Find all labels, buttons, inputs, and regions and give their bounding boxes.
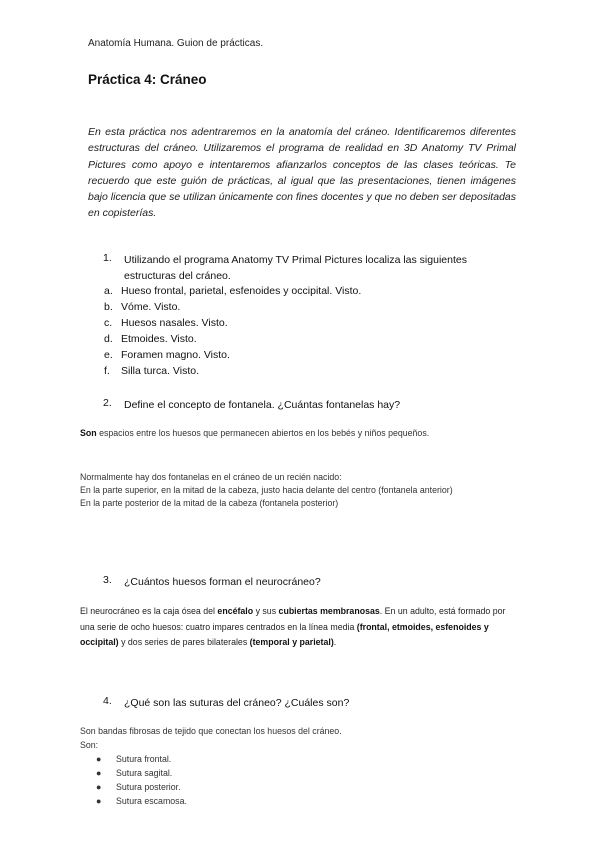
answer-2-intro xyxy=(80,427,429,439)
list-item-text: Sutura posterior. xyxy=(116,782,181,792)
intro-paragraph: En esta práctica nos adentraremos en la anatomía del cráneo. Identificaremos diferentes estructuras del cráneo. Utilizaremos el programa de realidad en 3D Anatomy TV Primal Pictures como apoyo e intentaremos afianzarlos conceptos de las clases teóricas. Te recuerdo que este guión de prácticas, al igual que las presentaciones, tienen imágenes bajo licencia que se utilizan únicamente con fines docentes y que no deben ser depositadas en copisterías. xyxy=(88,126,516,220)
question-4-text: ¿Qué son las suturas del cráneo? ¿Cuáles son? xyxy=(124,697,350,709)
answer-3-text: y sus xyxy=(253,606,279,616)
answer-2-line: Normalmente hay dos fontanelas en el cráneo de un recién nacido: xyxy=(80,472,342,482)
list-item-text: Sutura sagital. xyxy=(116,768,173,778)
answer-4-line: Son: xyxy=(80,740,99,750)
answer-3-text: . xyxy=(333,637,337,647)
question-2 xyxy=(103,397,503,413)
list-item-letter: c. xyxy=(104,317,113,329)
list-item-letter: b. xyxy=(104,301,113,313)
question-3 xyxy=(103,574,503,590)
answer-4-line: Son bandas fibrosas de tejido que conectan los huesos del cráneo. xyxy=(80,726,342,736)
list-item-text: Silla turca. Visto. xyxy=(121,365,200,377)
question-4-number: 4. xyxy=(103,695,112,707)
list-item-text: Huesos nasales. Visto. xyxy=(121,317,228,329)
list-item-text: Sutura frontal. xyxy=(116,754,172,764)
bullet-icon: ● xyxy=(96,768,102,778)
question-3-text: ¿Cuántos huesos forman el neurocráneo? xyxy=(124,576,321,588)
bullet-icon: ● xyxy=(96,782,102,792)
answer-3-bold: encéfalo xyxy=(217,606,254,616)
answer-3-text: y dos series de pares bilaterales xyxy=(118,637,250,647)
list-item-letter: d. xyxy=(104,333,113,345)
bullet-icon: ● xyxy=(96,796,102,806)
answer-3-text: . En un adulto, está formado por una serie de ocho huesos: cuatro impares centrados en la línea media xyxy=(80,606,506,632)
question-2-text: Define el concepto de fontanela. ¿Cuántas fontanelas hay? xyxy=(124,399,401,411)
answer-3-bold: (temporal y parietal) xyxy=(249,637,334,647)
question-4 xyxy=(103,695,503,711)
question-2-number: 2. xyxy=(103,397,112,409)
answer-2-rest: espacios entre los huesos que permanecen abiertos en los bebés y niños pequeños. xyxy=(96,428,430,438)
question-1 xyxy=(103,252,503,286)
list-item-letter: e. xyxy=(104,349,113,361)
answer-3-paragraph xyxy=(80,604,520,651)
list-item-letter: a. xyxy=(104,285,113,297)
answer-3-text: El neurocráneo es la caja ósea del xyxy=(80,606,218,616)
list-item-text: Etmoides. Visto. xyxy=(121,333,197,345)
answer-2-bold: Son xyxy=(80,428,97,438)
question-1-number: 1. xyxy=(103,252,112,264)
answer-2-line: En la parte posterior de la mitad de la cabeza (fontanela posterior) xyxy=(80,498,339,508)
page-title: Práctica 4: Cráneo xyxy=(88,72,207,87)
list-item-text: Hueso frontal, parietal, esfenoides y occipital. Visto. xyxy=(121,285,362,297)
answer-3-bold: cubiertas membranosas xyxy=(278,606,380,616)
answer-2-line: En la parte superior, en la mitad de la cabeza, justo hacia delante del centro (fontanela anterior) xyxy=(80,485,453,495)
bullet-icon: ● xyxy=(96,754,102,764)
list-item-text: Sutura escamosa. xyxy=(116,796,187,806)
question-1-text: Utilizando el programa Anatomy TV Primal Pictures localiza las siguientes estructuras del cráneo. xyxy=(124,254,467,282)
list-item-text: Foramen magno. Visto. xyxy=(121,349,230,361)
list-item-text: Vóme. Visto. xyxy=(121,301,181,313)
question-3-number: 3. xyxy=(103,574,112,586)
answer-3-bold: (frontal, etmoides, esfenoides y occipital) xyxy=(80,621,489,647)
document-header: Anatomía Humana. Guion de prácticas. xyxy=(88,38,264,49)
list-item-letter: f. xyxy=(104,365,110,377)
